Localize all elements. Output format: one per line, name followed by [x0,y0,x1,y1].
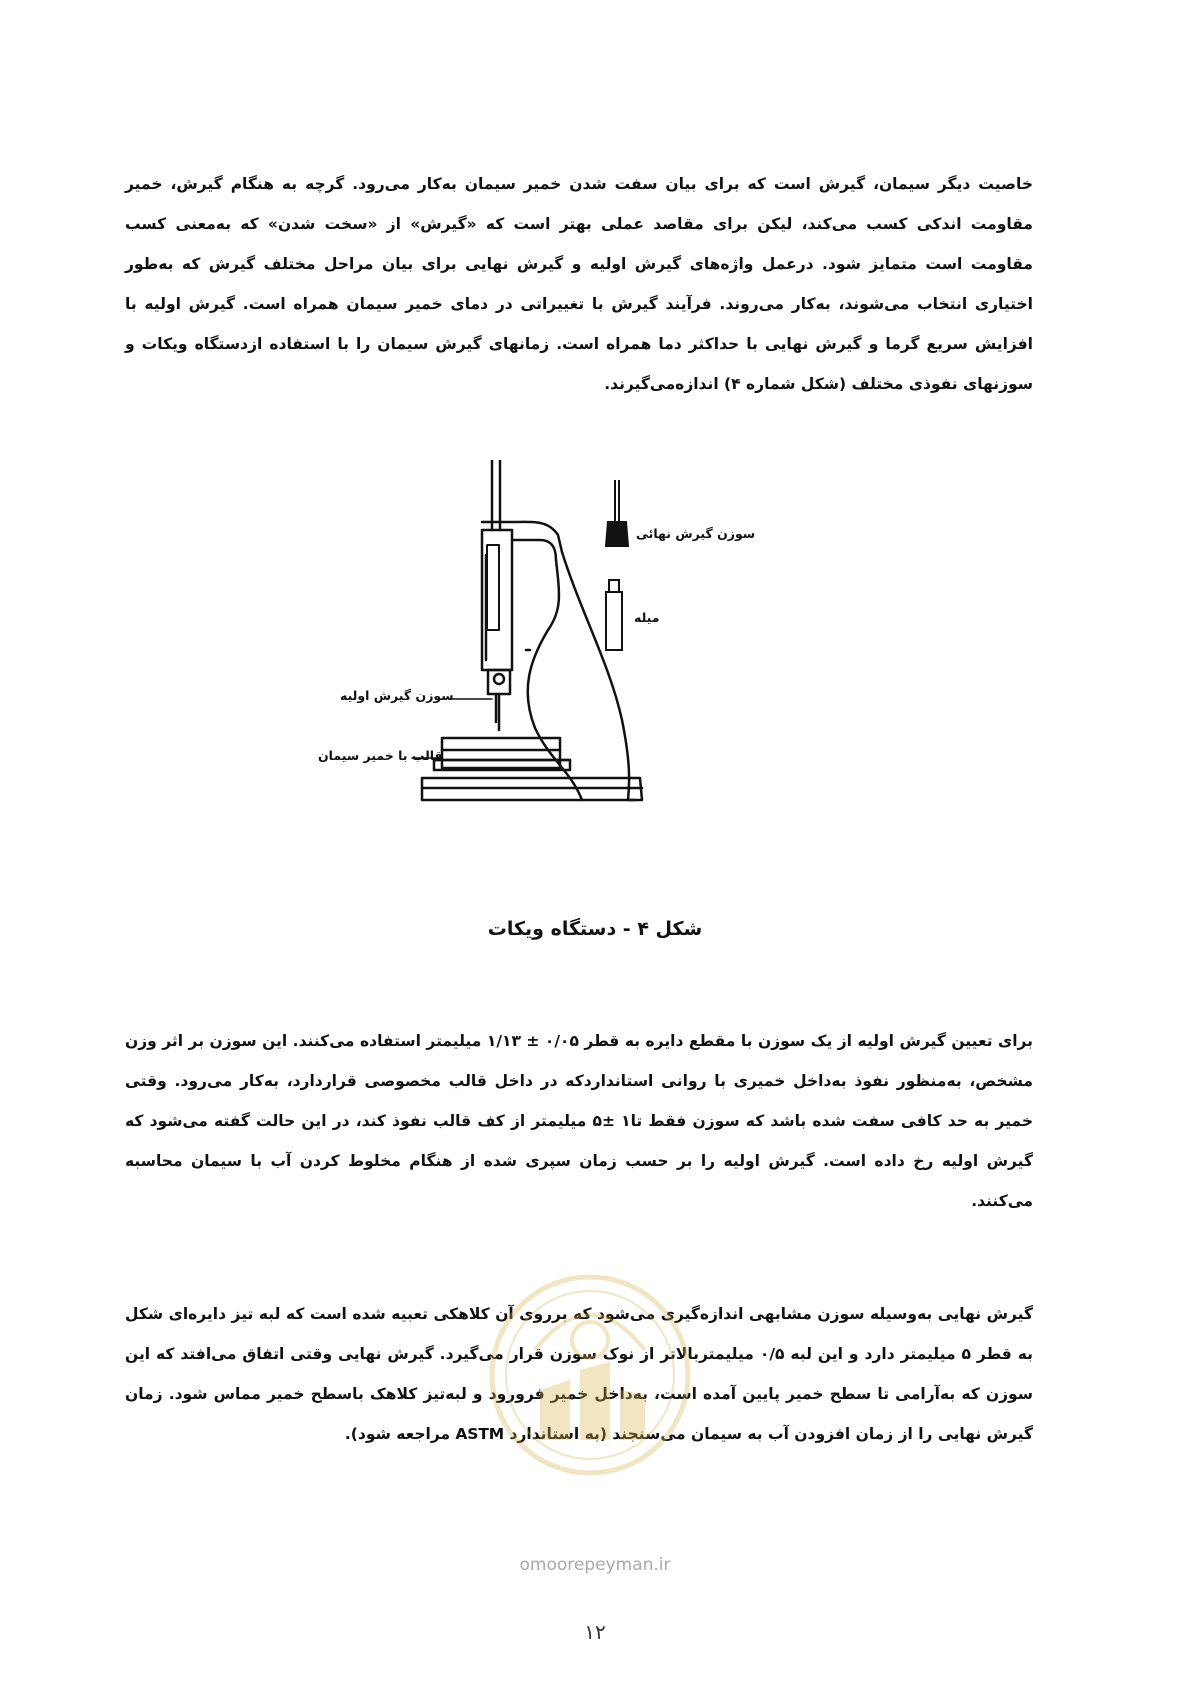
label-final-needle: سوزن گیرش نهائی [636,526,756,541]
label-rod: میله [634,610,660,625]
page-number: ۱۲ [584,1620,606,1644]
label-mold: قالب با خمیر سیمان [318,748,443,763]
paragraph-setting-intro: خاصیت دیگر سیمان، گیرش است که برای بیان سفت شدن خمیر سیمان به‌کار می‌رود. گرچه به هنگام گیرش، خمیر مقاومت اندکی کسب می‌کند، لیکن برای مقاصد عملی بهتر است که «گیرش» از «سخت شدن» که به‌معنی کسب مقاومت است متمایز شود. درعمل واژه‌های گیرش اولیه و گیرش نهایی برای بیان مراحل مختلف گیرش که به‌طور اختیاری انتخاب می‌شوند، به‌کار می‌روند. فرآیند گیرش با تغییراتی در دمای خمیر سیمان همراه است. گیرش اولیه با افزایش سریع گرما و گیرش نهایی با حداکثر دما همراه است. زمانهای گیرش سیمان را با استفاده ازدستگاه ویکات و سوزنهای نفوذی مختلف (شکل شماره ۴) اندازه‌می‌گیرند. [125,174,1033,393]
paragraph-initial-setting: برای تعیین گیرش اولیه از یک سوزن با مقطع دایره به قطر ۰/۰۵ ± ۱/۱۳ میلیمتر استفاده می‌کنند. این سوزن بر اثر وزن مشخص، به‌منظور نفوذ به‌داخل خمیری با روانی استانداردکه در داخل قالب مخصوصی قراردارد، به‌کار می‌رود. وقتی خمیر به حد کافی سفت شده باشد که سوزن فقط تا۱ ±۵ میلیمتر از کف قالب نفوذ کند، در این حالت گفته می‌شود که گیرش اولیه رخ داده است. گیرش اولیه را بر حسب زمان سپری شده از هنگام مخلوط کردن آب با سیمان محاسبه می‌کنند. [125,1031,1033,1210]
paragraph-final-setting: گیرش نهایی به‌وسیله سوزن مشابهی اندازه‌گیری می‌شود که برروی آن کلاهکی تعبیه شده است که لبه تیز دایره‌ای شکل به قطر ۵ میلیمتر دارد و این لبه ۰/۵ میلیمتربالاتر از نوک سوزن قرار می‌گیرد. گیرش نهایی وقتی اتفاق می‌افتد که این سوزن که به‌آرامی تا سطح خمیر پایین آمده است، به‌داخل خمیر فرورود و لبه‌تیز کلاهک باسطح خمیر مماس شود. زمان گیرش نهایی را از زمان افزودن آب به سیمان می‌سنجند (به استاندارد ASTM مراجعه شود). [125,1304,1033,1443]
figure-caption: شکل ۴ - دستگاه ویکات [487,918,703,940]
label-initial-needle: سوزن گیرش اولیه [340,688,454,703]
vicat-apparatus-figure [318,460,810,900]
watermark-seal [480,1270,700,1480]
rod-part [606,580,622,650]
watermark-url: omoorepeyman.ir [519,1555,671,1575]
final-setting-needle [606,480,628,546]
